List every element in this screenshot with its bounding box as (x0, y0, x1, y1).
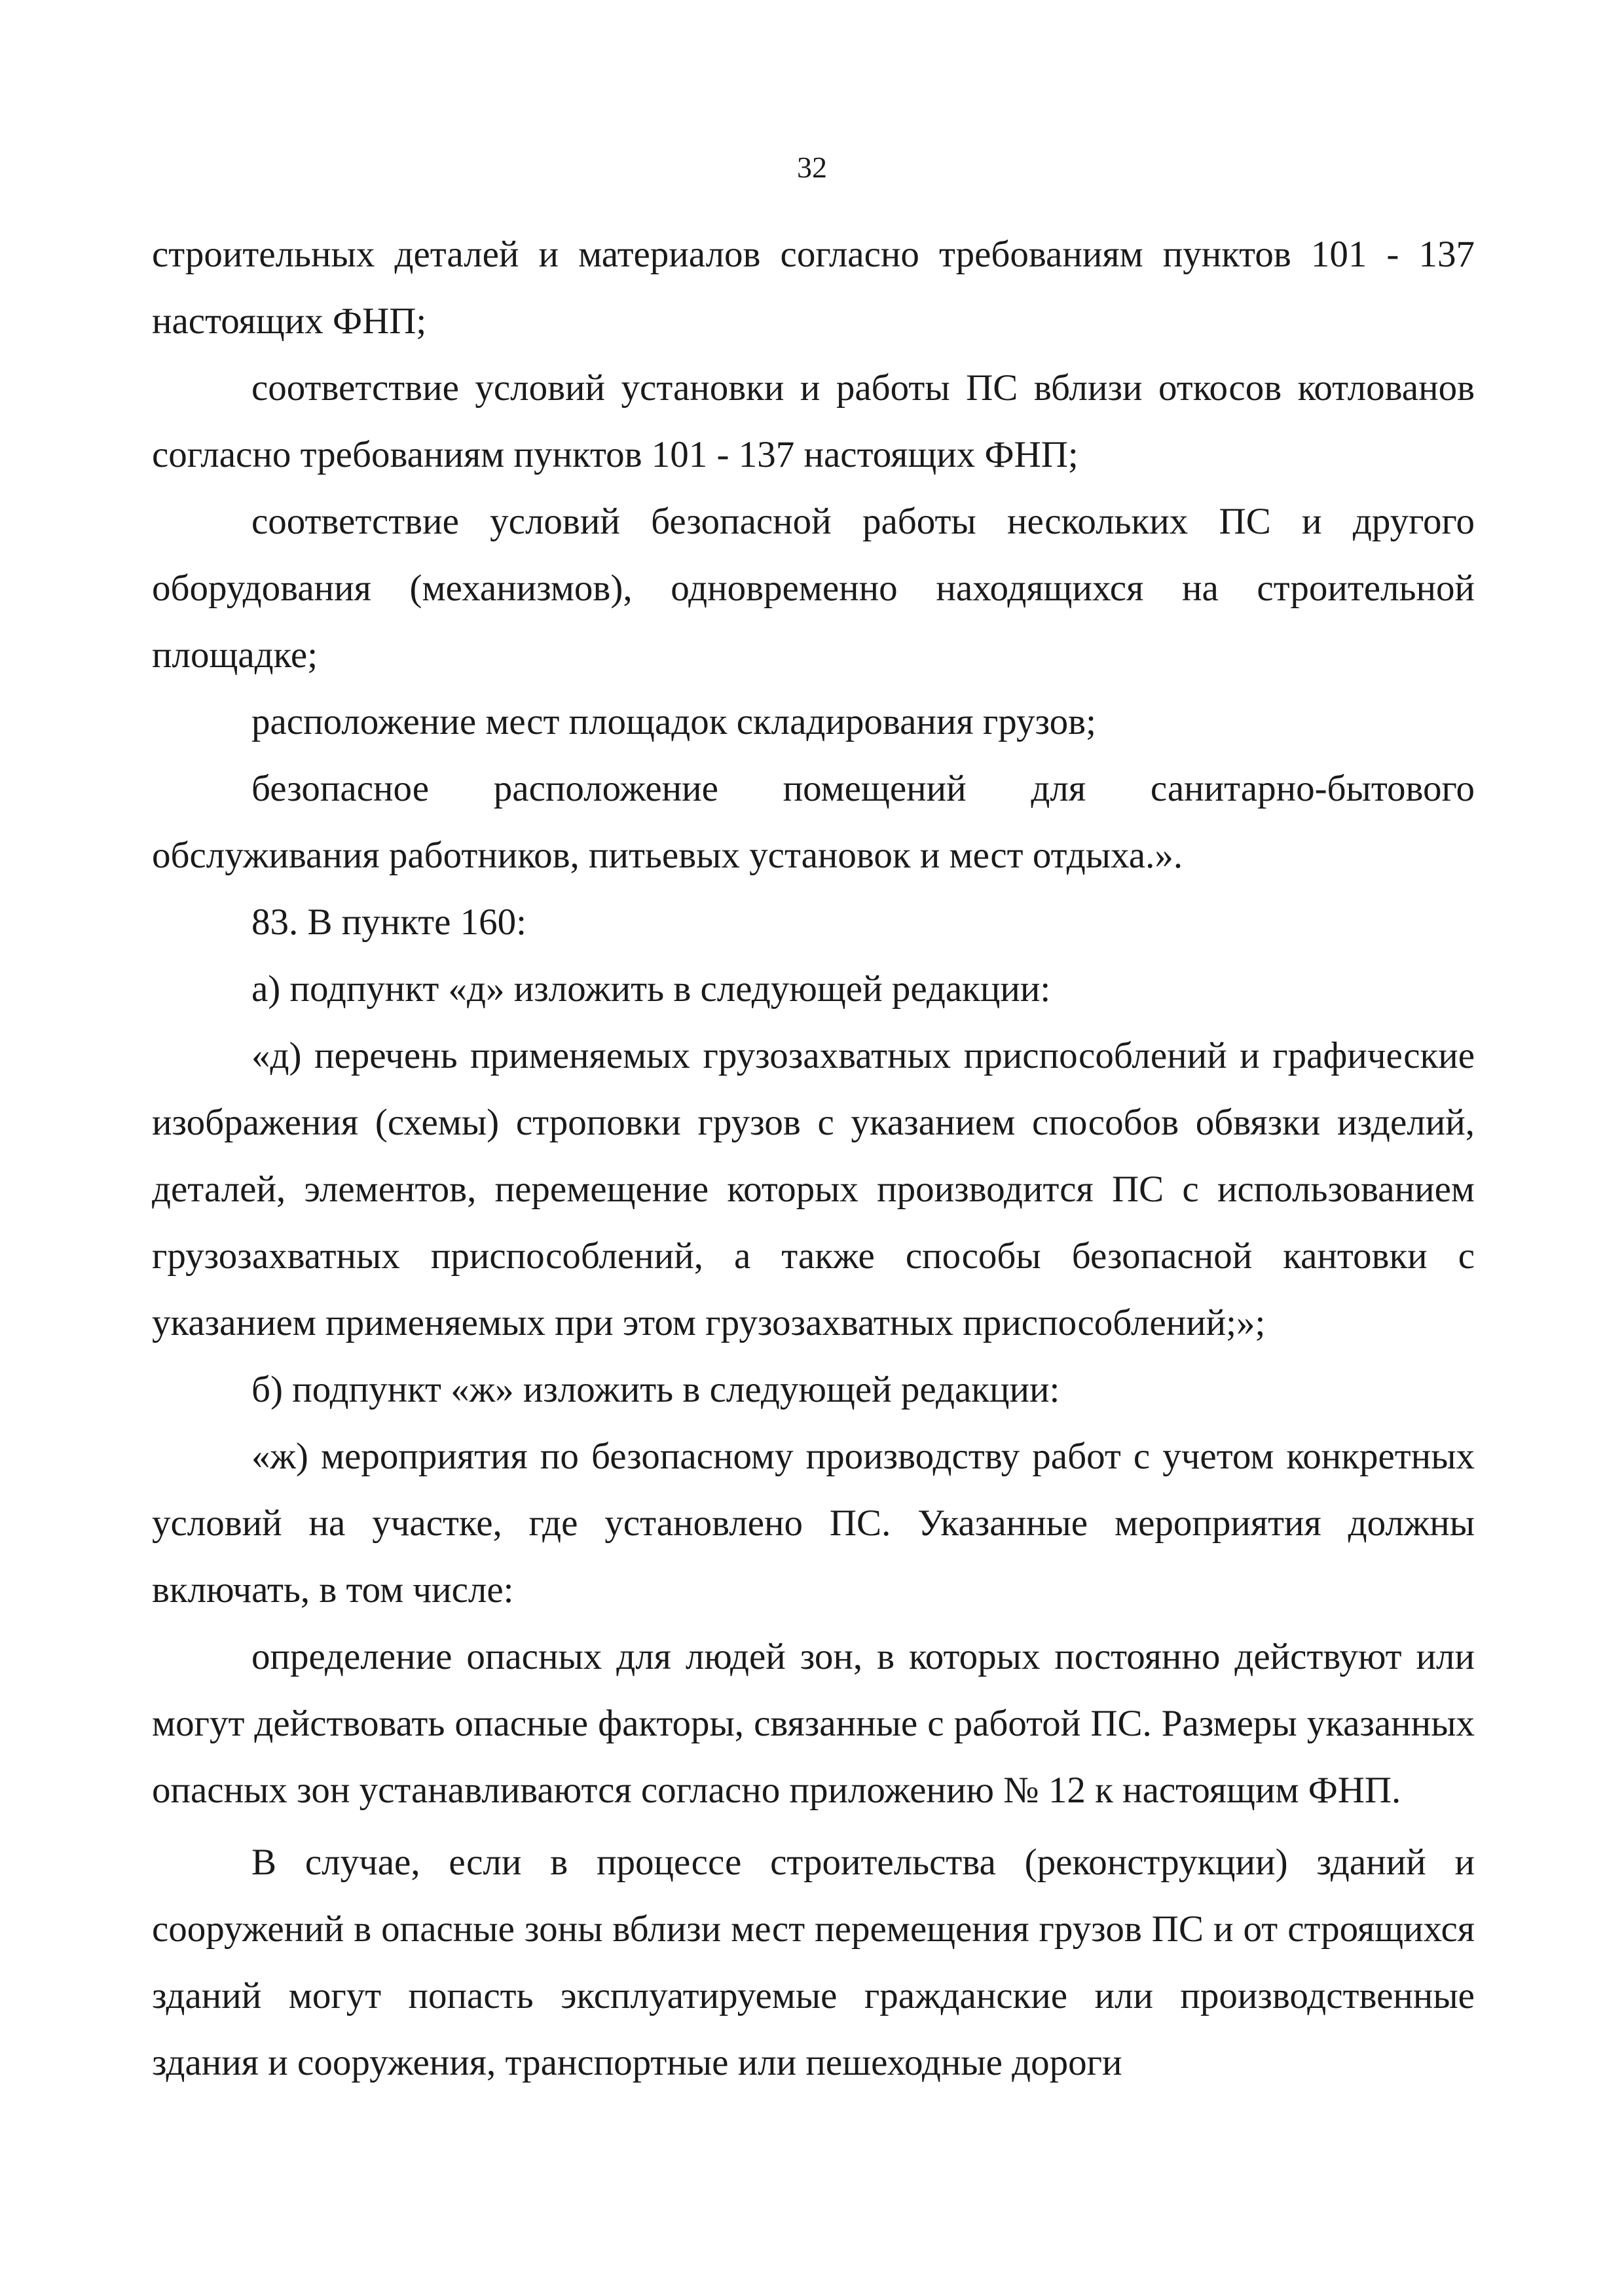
paragraph: безопасное расположение помещений для санитарно-бытового обслуживания работников, питьевых установок и мест отдыха.». (152, 768, 1475, 876)
paragraph: б) подпункт «ж» изложить в следующей редакции: (251, 1369, 1060, 1410)
paragraph: соответствие условий установки и работы ПС вблизи откосов котлованов согласно требованиям пунктов 101 - 137 настоящих ФНП; (152, 367, 1475, 475)
page-number: 32 (797, 151, 827, 184)
paragraph: В случае, если в процессе строительства (реконструкции) зданий и сооружений в опасные зоны вблизи мест перемещения грузов ПС и от строящихся зданий могут попасть эксплуатируемые гражданские или производственные здания и сооружения, транспортные или пешеходные дороги (152, 1842, 1475, 2083)
paragraph: строительных деталей и материалов согласно требованиям пунктов 101 - 137 настоящих ФНП; (152, 234, 1475, 342)
paragraph: «ж) мероприятия по безопасному производству работ с учетом конкретных условий на участке, где установлено ПС. Указанные мероприятия должны включать, в том числе: (152, 1436, 1475, 1611)
paragraph: «д) перечень применяемых грузозахватных приспособлений и графические изображения (схемы) строповки грузов с указанием способов обвязки изделий, деталей, элементов, перемещение которых производится ПС с использованием грузозахватных приспособлений, а также способы безопасной кантовки с указанием применяемых при этом грузозахватных приспособлений;»; (152, 1035, 1475, 1343)
paragraph: соответствие условий безопасной работы нескольких ПС и другого оборудования (механизмов), одновременно находящихся на строительной площадке; (152, 501, 1475, 676)
paragraph: 83. В пункте 160: (251, 902, 527, 943)
paragraph: а) подпункт «д» изложить в следующей редакции: (251, 968, 1051, 1010)
document-body (152, 221, 1475, 2096)
paragraph: определение опасных для людей зон, в которых постоянно действуют или могут действовать опасные факторы, связанные с работой ПС. Размеры указанных опасных зон устанавливаются согласно приложению № 12 к настоящим ФНП. (152, 1636, 1475, 1811)
paragraph: расположение мест площадок складирования грузов; (251, 701, 1096, 742)
